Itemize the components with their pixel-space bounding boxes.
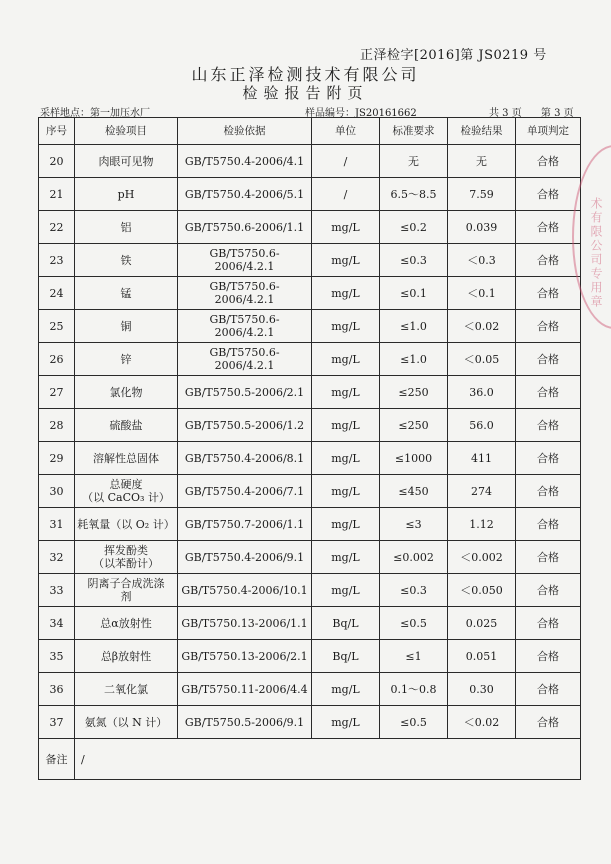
test-item-text: 阴离子合成洗涤 [87,577,165,590]
remark-value: / [75,739,581,780]
verdict-text: 合格 [537,451,559,465]
table-header-row [39,118,581,145]
row-number-text: 35 [49,649,64,663]
test-basis [178,607,312,640]
test-result [448,310,516,343]
table-row [39,706,581,739]
test-result-text: ＜0.050 [460,583,503,597]
test-result-text: 56.0 [469,418,494,432]
table-row [39,640,581,673]
unit [312,145,380,178]
sampling-site: 采样地点：第一加压水厂 [40,108,150,119]
test-result [448,673,516,706]
verdict [516,574,581,607]
unit [312,409,380,442]
test-result-text: 7.59 [469,187,494,201]
remark-label: 备注 [39,739,75,780]
row-number [39,244,75,277]
test-basis [178,310,312,343]
table-row [39,343,581,376]
row-number [39,475,75,508]
test-item [75,475,178,508]
unit [312,178,380,211]
row-number [39,673,75,706]
verdict-text: 合格 [537,187,559,201]
test-result-text: ＜0.1 [467,286,496,300]
table-body [39,145,581,739]
current-page: 第 3 页 [540,108,574,119]
test-basis-text: GB/T5750.5-2006/9.1 [184,715,305,729]
unit [312,475,380,508]
standard-requirement-text: ≤0.2 [400,220,427,234]
test-item [75,706,178,739]
verdict [516,277,581,310]
table-row [39,244,581,277]
test-basis [178,145,312,178]
row-number [39,508,75,541]
row-number-text: 20 [49,154,64,168]
test-item-text: 硫酸盐 [109,418,143,432]
row-number-text: 21 [49,187,64,201]
unit-text: Bq/L [332,616,359,630]
row-number [39,706,75,739]
test-basis [178,442,312,475]
test-item [75,310,178,343]
test-item-text: 锌 [120,352,132,366]
test-item-text: 氯化物 [109,385,143,399]
unit [312,277,380,310]
verdict-text: 合格 [537,220,559,234]
verdict [516,211,581,244]
verdict-text: 合格 [537,517,559,531]
test-basis [178,211,312,244]
standard-requirement [380,310,448,343]
table-row [39,475,581,508]
test-item-text: 锰 [120,286,132,300]
verdict-text: 合格 [537,616,559,630]
test-result-text: 0.039 [465,220,498,234]
unit-text: / [343,187,348,201]
verdict [516,607,581,640]
test-result-text: 36.0 [469,385,494,399]
verdict-text: 合格 [537,352,559,366]
test-basis [178,673,312,706]
standard-requirement [380,706,448,739]
test-result-text: ＜0.02 [463,319,500,333]
test-item-text: 二氧化氯 [104,682,148,696]
unit-text: mg/L [331,517,360,531]
standard-requirement-text: ≤0.5 [400,616,427,630]
standard-requirement-text: ≤1000 [394,451,433,465]
row-number-text: 27 [49,385,64,399]
table-row [39,310,581,343]
unit-text: mg/L [331,418,360,432]
test-result [448,376,516,409]
test-basis-text: GB/T5750.13-2006/1.1 [181,616,308,630]
test-item-text-line2: 剂 [120,590,132,603]
test-basis [178,574,312,607]
unit-text: / [343,154,348,168]
test-basis [178,640,312,673]
standard-requirement-text: 无 [408,154,419,168]
standard-requirement-text: ≤250 [398,418,429,432]
test-result [448,607,516,640]
test-result-text: 无 [476,154,487,168]
unit-text: mg/L [331,484,360,498]
standard-requirement-text: ≤1.0 [400,352,427,366]
standard-requirement [380,475,448,508]
standard-requirement [380,376,448,409]
standard-requirement-text: ≤0.1 [400,286,427,300]
standard-requirement [380,145,448,178]
test-basis [178,277,312,310]
table-row [39,277,581,310]
row-number [39,343,75,376]
verdict [516,508,581,541]
verdict [516,310,581,343]
test-item [75,277,178,310]
table-row [39,673,581,706]
test-basis [178,508,312,541]
test-item [75,541,178,574]
standard-requirement [380,211,448,244]
unit [312,310,380,343]
standard-requirement [380,244,448,277]
test-basis-text: GB/T5750.4-2006/4.1 [184,154,305,168]
row-number-text: 25 [49,319,64,333]
standard-requirement [380,541,448,574]
test-item [75,343,178,376]
test-result-text: ＜0.05 [463,352,500,366]
test-item [75,508,178,541]
test-item [75,376,178,409]
column-header: 检验项目 [75,118,178,145]
standard-requirement-text: ≤0.3 [400,253,427,267]
test-basis [178,343,312,376]
unit [312,607,380,640]
row-number [39,145,75,178]
test-basis [178,244,312,277]
row-number [39,376,75,409]
row-number-text: 32 [49,550,64,564]
unit-text: Bq/L [332,649,359,663]
test-item-text-line2: （以苯酚计） [93,557,159,570]
test-basis-text: GB/T5750.13-2006/2.1 [181,649,308,663]
document-number: 正泽检字[2016]第 JS0219 号 [360,48,547,63]
test-item-text: 总硬度 [109,478,143,491]
verdict [516,442,581,475]
test-item [75,244,178,277]
table-row [39,541,581,574]
test-result [448,277,516,310]
test-item-text: 挥发酚类 [104,544,148,557]
table-row [39,376,581,409]
test-result-text: 274 [471,484,492,498]
standard-requirement-text: ≤450 [398,484,429,498]
table-row [39,178,581,211]
test-basis-text: GB/T5750.7-2006/1.1 [184,517,305,531]
test-result [448,475,516,508]
row-number-text: 30 [49,484,64,498]
test-item [75,640,178,673]
row-number-text: 22 [49,220,64,234]
column-header: 单项判定 [516,118,581,145]
sample-number: 样品编号：JS20161662 [305,108,417,119]
verdict [516,541,581,574]
verdict [516,244,581,277]
table-row [39,409,581,442]
unit-text: mg/L [331,352,360,366]
test-result [448,343,516,376]
test-basis-text: GB/T5750.4-2006/10.1 [181,583,308,597]
table-row [39,442,581,475]
test-item [75,673,178,706]
verdict [516,376,581,409]
verdict-text: 合格 [537,253,559,267]
test-result-text: 0.051 [465,649,498,663]
standard-requirement [380,607,448,640]
test-result [448,211,516,244]
unit [312,508,380,541]
row-number [39,574,75,607]
test-item-text: 肉眼可见物 [98,154,154,168]
test-basis-text: GB/T5750.6-2006/1.1 [184,220,305,234]
unit-text: mg/L [331,550,360,564]
test-item [75,211,178,244]
unit [312,376,380,409]
table-row [39,574,581,607]
test-item-text: pH [117,187,135,201]
test-result [448,244,516,277]
test-result-text: ＜0.02 [463,715,500,729]
verdict-text: 合格 [537,418,559,432]
verdict-text: 合格 [537,319,559,333]
test-result-text: 411 [471,451,492,465]
table-row [39,607,581,640]
test-basis [178,475,312,508]
row-number [39,277,75,310]
unit [312,640,380,673]
unit [312,541,380,574]
row-number [39,607,75,640]
column-header: 单位 [312,118,380,145]
test-basis-text: GB/T5750.6-2006/4.2.1 [209,280,280,306]
test-basis-text: GB/T5750.4-2006/7.1 [184,484,305,498]
standard-requirement [380,673,448,706]
row-number-text: 28 [49,418,64,432]
row-number-text: 31 [49,517,64,531]
test-result [448,706,516,739]
row-number-text: 33 [49,583,64,597]
test-item [75,178,178,211]
test-basis [178,178,312,211]
standard-requirement [380,442,448,475]
unit-text: mg/L [331,451,360,465]
verdict [516,178,581,211]
test-basis-text: GB/T5750.11-2006/4.4 [181,682,308,696]
column-header: 标准要求 [380,118,448,145]
row-number [39,442,75,475]
test-result-text: 1.12 [469,517,494,531]
verdict-text: 合格 [537,649,559,663]
standard-requirement [380,409,448,442]
row-number [39,541,75,574]
test-basis [178,376,312,409]
unit [312,574,380,607]
unit [312,343,380,376]
test-basis [178,409,312,442]
verdict-text: 合格 [537,682,559,696]
row-number-text: 37 [49,715,64,729]
verdict [516,475,581,508]
standard-requirement-text: ≤0.5 [400,715,427,729]
standard-requirement-text: 6.5～8.5 [390,187,437,201]
verdict [516,145,581,178]
test-result [448,178,516,211]
unit-text: mg/L [331,319,360,333]
row-number-text: 23 [49,253,64,267]
unit [312,211,380,244]
row-number-text: 36 [49,682,64,696]
standard-requirement-text: ≤3 [405,517,422,531]
row-number [39,310,75,343]
standard-requirement-text: ≤1 [405,649,422,663]
test-basis-text: GB/T5750.4-2006/5.1 [184,187,305,201]
verdict [516,343,581,376]
test-item [75,145,178,178]
test-item-text: 总β放射性 [100,649,152,663]
row-number [39,640,75,673]
standard-requirement [380,574,448,607]
table-row [39,211,581,244]
test-item [75,409,178,442]
test-result-text: 0.025 [465,616,498,630]
verdict [516,706,581,739]
test-item-text: 铜 [120,319,132,333]
standard-requirement-text: 0.1～0.8 [390,682,437,696]
test-result [448,541,516,574]
standard-requirement [380,508,448,541]
remark-row [39,739,581,780]
test-result [448,409,516,442]
column-header: 序号 [39,118,75,145]
verdict [516,409,581,442]
test-result [448,508,516,541]
test-result [448,640,516,673]
test-result-text: ＜0.002 [460,550,503,564]
unit-text: mg/L [331,253,360,267]
report-title: 检验报告附页 [242,84,369,102]
unit-text: mg/L [331,220,360,234]
test-basis-text: GB/T5750.6-2006/4.2.1 [209,247,280,273]
row-number [39,178,75,211]
test-basis-text: GB/T5750.6-2006/4.2.1 [209,313,280,339]
inspection-table [38,117,581,780]
test-item [75,442,178,475]
row-number-text: 24 [49,286,64,300]
unit-text: mg/L [331,583,360,597]
row-number-text: 26 [49,352,64,366]
column-header: 检验依据 [178,118,312,145]
test-item [75,574,178,607]
unit-text: mg/L [331,286,360,300]
standard-requirement-text: ≤0.002 [393,550,434,564]
verdict-text: 合格 [537,550,559,564]
row-number-text: 34 [49,616,64,630]
verdict-text: 合格 [537,484,559,498]
test-item-text: 铁 [120,253,132,267]
test-basis-text: GB/T5750.5-2006/2.1 [184,385,305,399]
test-basis-text: GB/T5750.4-2006/8.1 [184,451,305,465]
unit [312,442,380,475]
standard-requirement [380,343,448,376]
test-basis-text: GB/T5750.5-2006/1.2 [184,418,305,432]
test-item-text-line2: （以 CaCO₃ 计） [82,491,170,504]
row-number [39,211,75,244]
test-item-text: 溶解性总固体 [93,451,159,465]
test-basis-text: GB/T5750.4-2006/9.1 [184,550,305,564]
row-number-text: 29 [49,451,64,465]
test-result [448,574,516,607]
standard-requirement [380,277,448,310]
unit [312,706,380,739]
column-header: 检验结果 [448,118,516,145]
verdict [516,673,581,706]
unit [312,673,380,706]
table-row [39,508,581,541]
unit-text: mg/L [331,715,360,729]
standard-requirement-text: ≤1.0 [400,319,427,333]
test-basis [178,541,312,574]
table-row [39,145,581,178]
verdict [516,640,581,673]
standard-requirement [380,178,448,211]
verdict-text: 合格 [537,583,559,597]
test-result [448,145,516,178]
company-name: 山东正泽检测技术有限公司 [191,65,420,84]
verdict-text: 合格 [537,715,559,729]
test-item [75,607,178,640]
total-pages: 共 3 页 [489,108,522,119]
test-item-text: 铝 [120,220,132,234]
row-number [39,409,75,442]
test-result-text: 0.30 [469,682,494,696]
verdict-text: 合格 [537,385,559,399]
standard-requirement [380,640,448,673]
test-item-text: 总α放射性 [100,616,152,630]
test-result [448,442,516,475]
verdict-text: 合格 [537,154,559,168]
standard-requirement-text: ≤250 [398,385,429,399]
test-basis-text: GB/T5750.6-2006/4.2.1 [209,346,280,372]
test-item-text: 耗氧量（以 O₂ 计） [77,517,175,531]
test-basis [178,706,312,739]
stamp-text: 术有限公司专用章 [589,197,603,309]
unit-text: mg/L [331,682,360,696]
verdict-text: 合格 [537,286,559,300]
unit [312,244,380,277]
standard-requirement-text: ≤0.3 [400,583,427,597]
test-result-text: ＜0.3 [467,253,496,267]
test-item-text: 氨氮（以 N 计） [84,715,168,729]
unit-text: mg/L [331,385,360,399]
